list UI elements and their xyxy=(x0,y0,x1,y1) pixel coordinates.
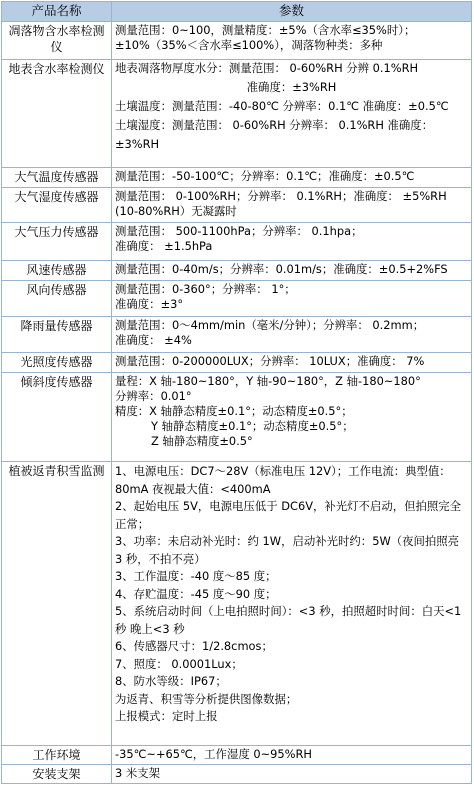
table-row xyxy=(2,353,472,373)
param-line: (10-80%RH）无凝露时 xyxy=(115,204,237,218)
table-row xyxy=(2,22,472,60)
table-row xyxy=(2,188,472,223)
param-line: 7、照度： 0.0001Lux； xyxy=(115,656,243,671)
row-name: 风速传感器 xyxy=(2,261,112,281)
row-params xyxy=(112,261,472,281)
param-line: 土壤温度：测量范围：-40-80℃ 分辨率：0.1℃ 准确度：±0.5℃ xyxy=(115,99,449,113)
param-line: -35℃~+65℃，工作湿度 0~95%RH xyxy=(115,747,312,761)
row-name: 降雨量传感器 xyxy=(2,317,112,353)
row-name: 大气温度传感器 xyxy=(2,168,112,188)
table-row xyxy=(2,373,472,462)
table-header-row xyxy=(2,2,472,22)
param-line: 4、存贮温度：-45 度～90 度； xyxy=(115,586,277,601)
header-parameters: 参数 xyxy=(112,2,472,22)
row-params xyxy=(112,353,472,373)
row-params xyxy=(112,22,472,60)
param-line: 地表凋落物厚度水分：测量范围： 0-60%RH 分辨 0.1%RH xyxy=(115,61,419,75)
param-line: 3 米支架 xyxy=(115,766,161,780)
row-params xyxy=(112,223,472,261)
param-line: 分辨率：0.01° xyxy=(115,389,192,403)
table-row xyxy=(2,317,472,353)
param-line: 测量范围： 0-100%RH；分辨率： 0.1%RH；准确度： ±5%RH xyxy=(115,189,447,203)
table-row xyxy=(2,281,472,317)
table-row xyxy=(2,462,472,746)
row-name: 地表含水率检测仪 xyxy=(2,60,112,168)
row-params xyxy=(112,168,472,188)
param-line: 准确度： ±1.5hPa xyxy=(115,239,213,253)
param-line: 8、防水等级：IP67； xyxy=(115,674,227,688)
row-name: 安装支架 xyxy=(2,765,112,784)
row-name: 植被返青积雪监测 xyxy=(2,462,112,746)
table-row xyxy=(2,746,472,765)
param-line: 量程：X 轴-180~180°，Y 轴-90~180°，Z 轴-180~180° xyxy=(115,374,421,388)
row-params xyxy=(112,188,472,223)
row-params xyxy=(112,462,472,746)
param-line: 测量范围： 500-1100hPa；分辨率： 0.1hpa； xyxy=(115,224,363,238)
param-line: 测量范围：0-360°；分辨率： 1°； xyxy=(115,282,296,296)
row-params xyxy=(112,281,472,317)
table-row xyxy=(2,60,472,168)
param-line: 3、工作温度：-40 度～85 度； xyxy=(115,569,277,583)
param-line: 准确度： ±4% xyxy=(115,333,192,347)
param-line: 测量范围：0～4mm/min（毫米/分钟）；分辨率： 0.2mm； xyxy=(115,318,425,332)
spec-table xyxy=(1,1,472,784)
param-line: 土壤湿度：测量范围： 0-60%RH 分辨率： 0.1%RH 准确度： xyxy=(115,118,434,132)
param-line: 5、系统启动时间（上电拍照时间）：<3 秒，拍照超时时间：白天<1 秒 晚上<3 秒 xyxy=(115,604,462,636)
row-name: 倾斜度传感器 xyxy=(2,373,112,462)
param-line: 准确度：±3%RH xyxy=(246,80,337,94)
param-line: 精度：X 轴静态精度±0.1°；动态精度±0.5°； xyxy=(115,404,353,418)
param-line: 为返青、积雪等分析提供图像数据； xyxy=(115,691,298,706)
param-line: 1、电源电压：DC7～28V（标准电压 12V）；工作电流：典型值：80mA 夜视最大值：<400mA xyxy=(115,464,451,496)
header-product-name: 产品名称 xyxy=(2,2,112,22)
param-line: 准确度：±3° xyxy=(115,297,184,311)
row-name: 大气压力传感器 xyxy=(2,223,112,261)
param-line: 上报模式：定时上报 xyxy=(115,709,218,723)
row-name: 工作环境 xyxy=(2,746,112,765)
row-params xyxy=(112,317,472,353)
param-line: 6、传感器尺寸：1/2.8cmos； xyxy=(115,639,273,653)
row-name: 光照度传感器 xyxy=(2,353,112,373)
row-name: 大气湿度传感器 xyxy=(2,188,112,223)
row-params xyxy=(112,765,472,784)
param-line: 测量范围：0-40m/s；分辨率：0.01m/s；准确度：±0.5+2%FS xyxy=(115,262,448,276)
param-line: 测量范围：0-200000LUX；分辨率： 10LUX；准确度： 7% xyxy=(115,354,425,368)
param-line: Y 轴静态精度±0.1°；动态精度±0.5°； xyxy=(151,419,354,433)
param-line: 测量范围：0~100，测量精度：±5%（含水率≤35%时）；±10%（35%＜含水率≤100%），凋落物种类：多种 xyxy=(115,23,416,52)
table-row xyxy=(2,765,472,784)
param-line: ±3%RH xyxy=(115,137,160,151)
row-name: 风向传感器 xyxy=(2,281,112,317)
param-line: 2、起始电压 5V，电源电压低于 DC6V，补光灯不启动，但拍照完全正常； xyxy=(115,499,462,531)
row-params xyxy=(112,746,472,765)
param-line: 测量范围：-50-100℃；分辨率：0.1℃；准确度：±0.5℃ xyxy=(115,169,415,183)
row-params xyxy=(112,373,472,462)
table-row xyxy=(2,168,472,188)
row-params xyxy=(112,60,472,168)
table-row xyxy=(2,223,472,261)
table-row xyxy=(2,261,472,281)
param-line: Z 轴静态精度±0.5° xyxy=(151,434,253,448)
param-line: 3、功率：未启动补光时：约 1W，启动补光时约：5W（夜间拍照亮 3 秒，不拍不亮） xyxy=(115,534,460,566)
row-name: 凋落物含水率检测仪 xyxy=(2,22,112,60)
